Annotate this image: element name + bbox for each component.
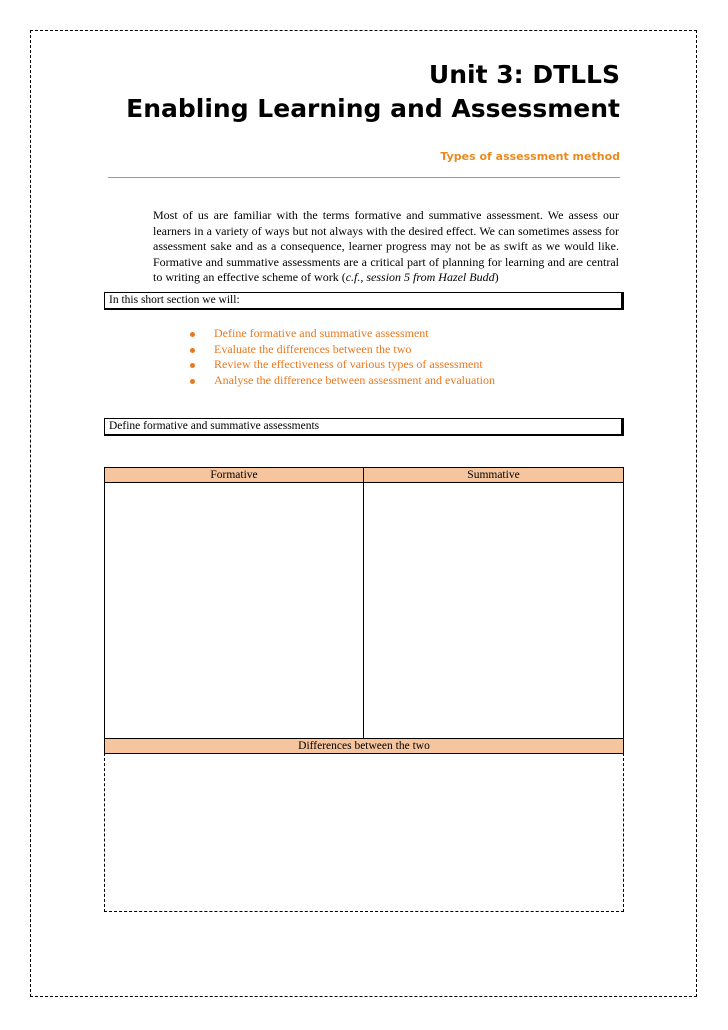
differences-header: Differences between the two [104,738,624,754]
summative-header: Summative [363,467,624,483]
formative-answer-cell[interactable] [104,482,364,739]
summative-answer-cell[interactable] [363,482,624,739]
section-intro-label: In this short section we will: [104,292,624,310]
intro-paragraph [153,208,619,286]
subtitle: Types of assessment method [440,150,620,163]
objectives-list [190,326,495,388]
title-unit: Unit 3: DTLLS [428,60,620,89]
intro-reference: c.f., session 5 from Hazel Budd [345,270,495,284]
section-define-label: Define formative and summative assessments [104,418,624,436]
title-course: Enabling Learning and Assessment [126,94,620,123]
intro-close: ) [494,270,499,284]
list-item: Review the effectiveness of various types of assessment [190,357,495,373]
list-item: Evaluate the differences between the two [190,342,495,358]
header-divider [108,177,620,178]
list-item: Define formative and summative assessment [190,326,495,342]
intro-text: Most of us are familiar with the terms formative and summative assessment. We assess our learners in a variety of ways but not always with the desired effect. We can sometimes assess for assessment sake and as a consequence, learner progress may not be as swift as we would like. Formative and summative assessments are a critical part of planning for learning and are central to writing an effective scheme of work ( [153,208,619,284]
assessment-table [104,467,624,912]
differences-answer-cell[interactable] [104,753,624,912]
formative-header: Formative [104,467,364,483]
list-item: Analyse the difference between assessment and evaluation [190,373,495,389]
